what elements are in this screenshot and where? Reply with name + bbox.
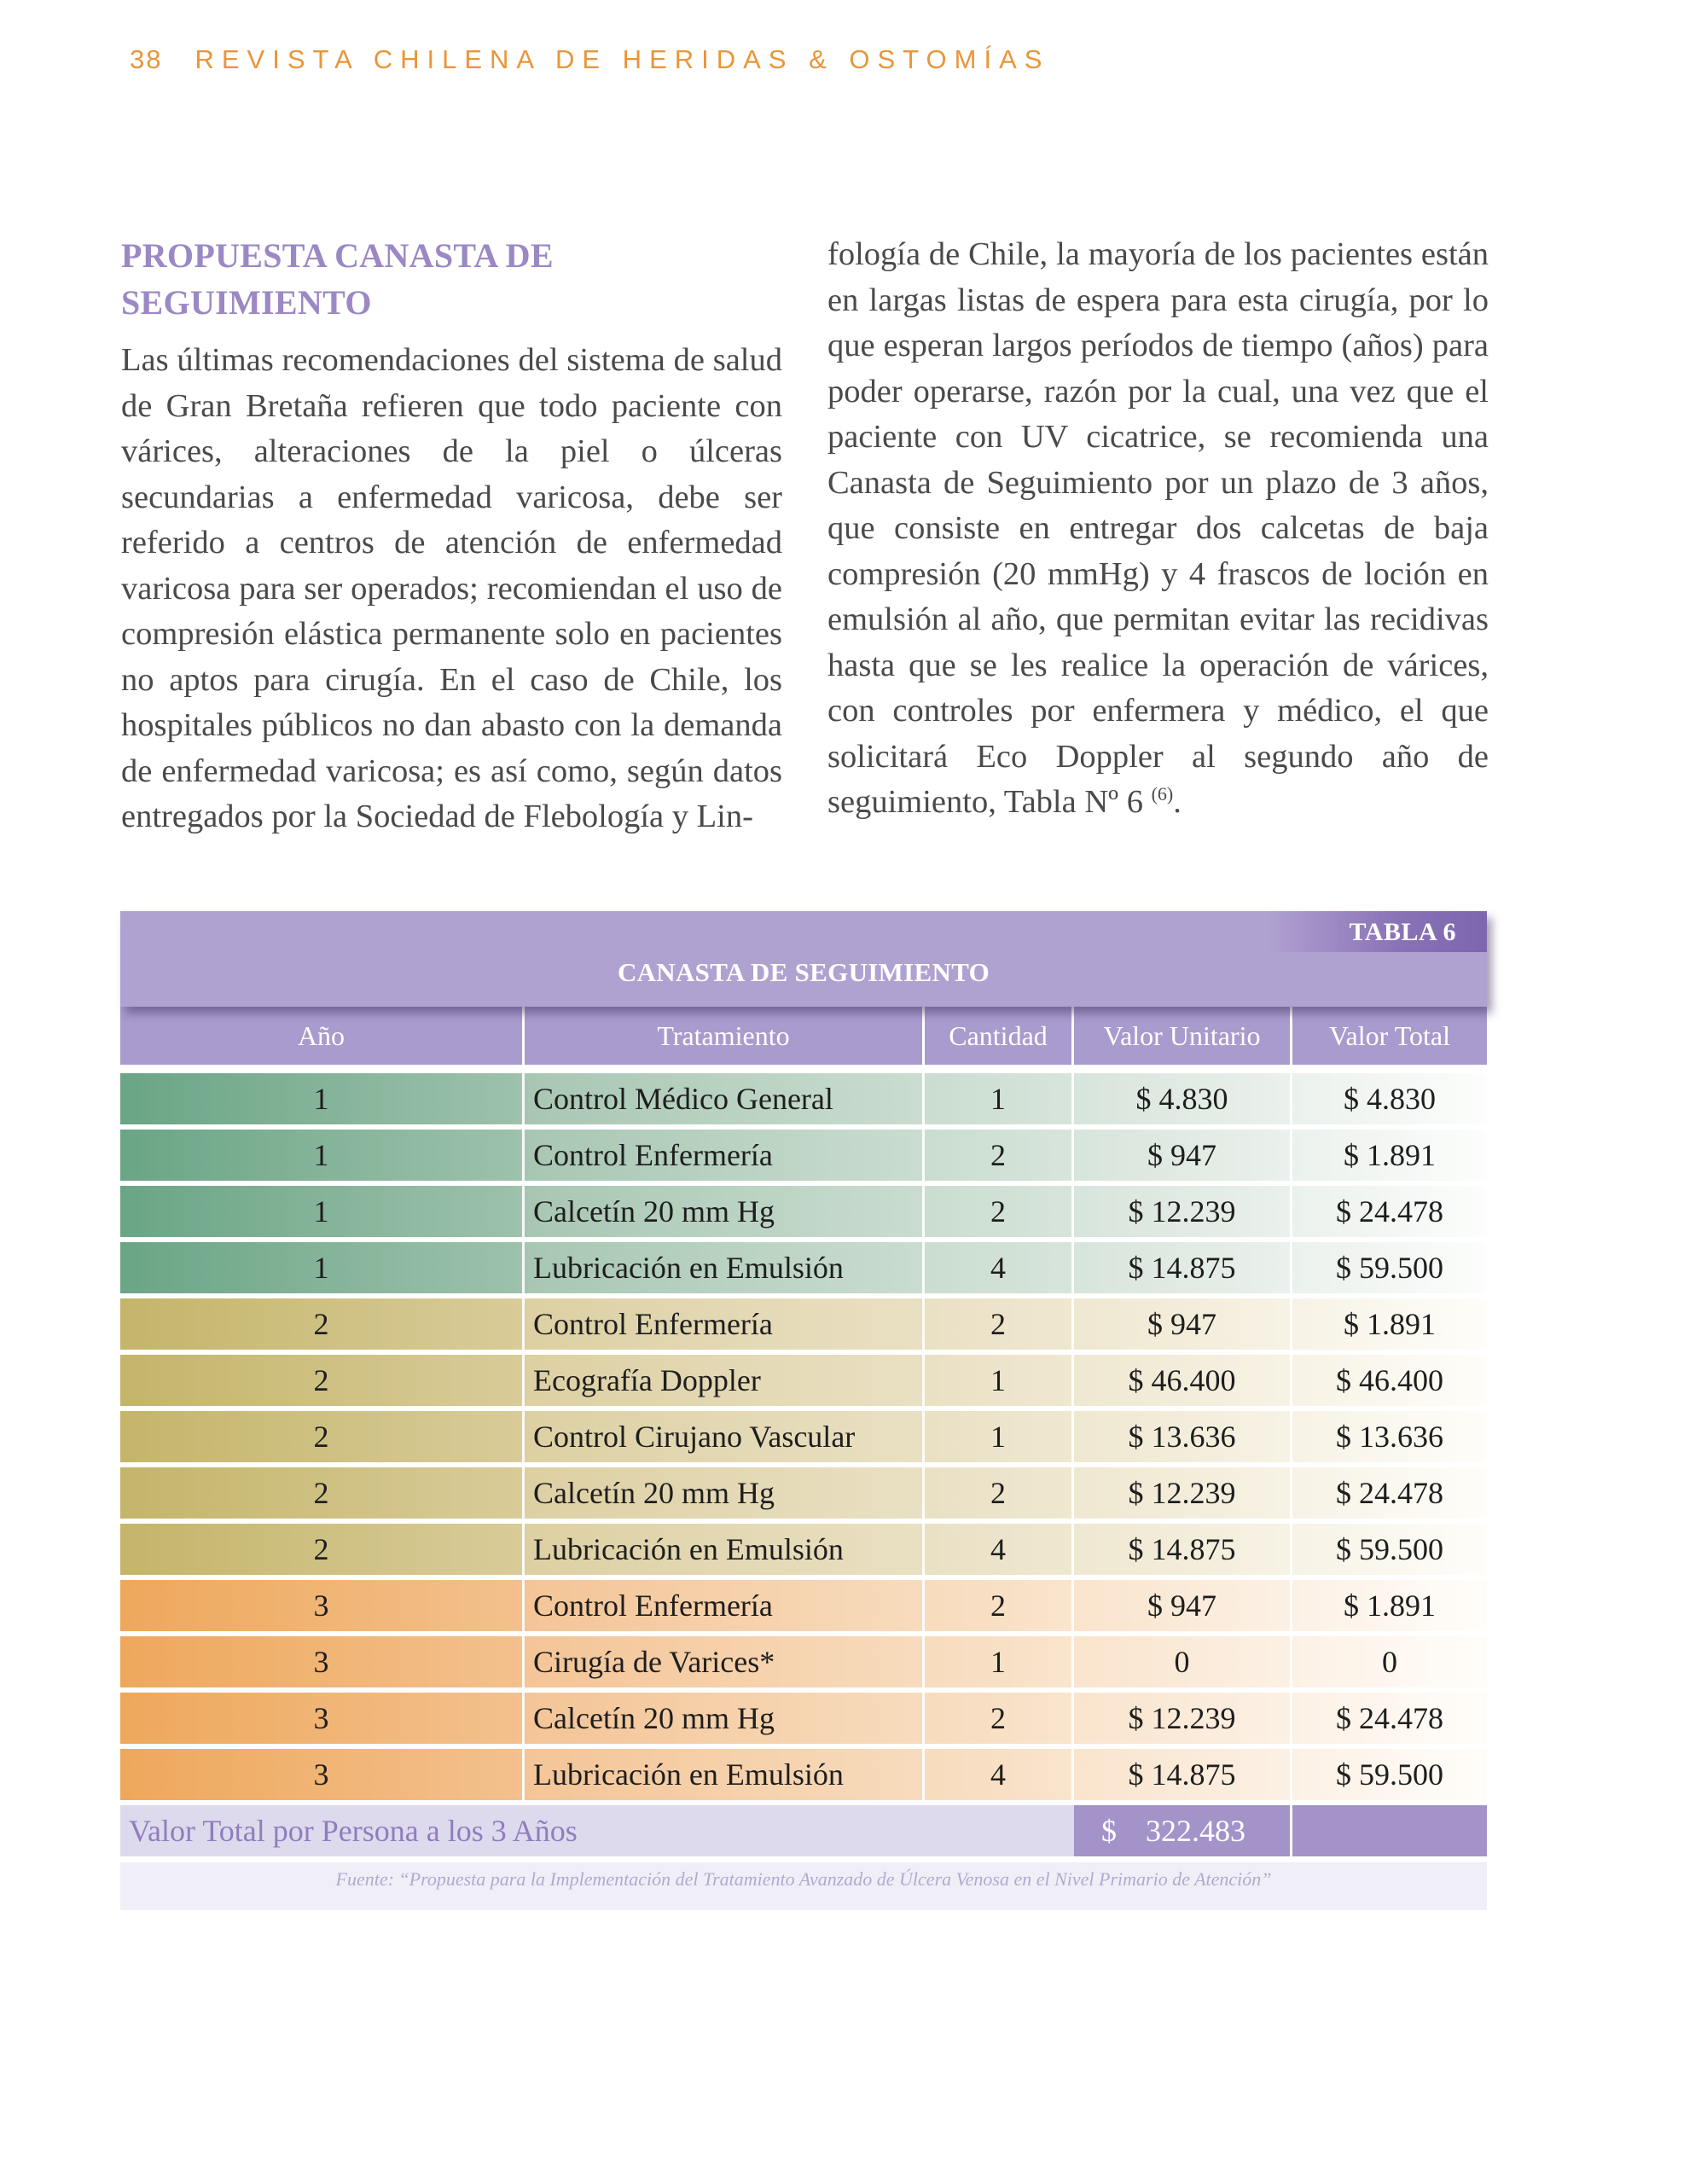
cell-treatment: Cirugía de Varices* [525, 1636, 925, 1687]
right-column [827, 232, 1489, 826]
canasta-table [120, 911, 1487, 1910]
cell-quantity: 1 [925, 1073, 1074, 1124]
table-row [120, 1242, 1487, 1293]
column-header-quantity: Cantidad [925, 1007, 1074, 1065]
cell-quantity: 1 [925, 1411, 1074, 1462]
cell-year: 2 [120, 1355, 525, 1406]
cell-quantity: 2 [925, 1298, 1074, 1350]
cell-unit-value: 0 [1074, 1636, 1292, 1687]
cell-total-value: $ 24.478 [1336, 1701, 1443, 1735]
cell-treatment: Calcetín 20 mm Hg [525, 1467, 925, 1519]
table-row [120, 1693, 1487, 1744]
cell-treatment: Control Enfermería [525, 1580, 925, 1631]
cell-quantity: 2 [925, 1467, 1074, 1519]
table-source-note: Fuente: “Propuesta para la Implementación del Tratamiento Avanzado de Úlcera Venosa en el Nivel Primario de Atención” [120, 1862, 1487, 1910]
table-row [120, 1524, 1487, 1575]
cell-total-value: $ 1.891 [1344, 1307, 1436, 1341]
cell-year: 1 [120, 1130, 525, 1181]
cell-quantity: 2 [925, 1580, 1074, 1631]
table-header-row [120, 1007, 1487, 1065]
cell-treatment: Calcetín 20 mm Hg [525, 1186, 925, 1237]
cell-total-value: $ 4.830 [1344, 1082, 1436, 1116]
cell-unit-value: $ 12.239 [1074, 1186, 1292, 1237]
cell-total-value: $ 59.500 [1336, 1532, 1443, 1566]
table-row [120, 1298, 1487, 1350]
cell-treatment: Ecografía Doppler [525, 1355, 925, 1406]
table-row [120, 1580, 1487, 1631]
cell-treatment: Calcetín 20 mm Hg [525, 1693, 925, 1744]
total-value [1074, 1805, 1292, 1856]
cell-year: 2 [120, 1524, 525, 1575]
journal-title: REVISTA CHILENA DE HERIDAS & OSTOMÍAS [195, 44, 1050, 74]
cell-year: 1 [120, 1073, 525, 1124]
cell-unit-value: $ 12.239 [1074, 1693, 1292, 1744]
table-body [120, 1073, 1487, 1800]
cell-year: 2 [120, 1298, 525, 1350]
total-currency: $ [1101, 1814, 1117, 1848]
column-header-year: Año [120, 1007, 525, 1065]
cell-treatment: Control Médico General [525, 1073, 925, 1124]
table-row [120, 1636, 1487, 1687]
cell-treatment: Control Enfermería [525, 1130, 925, 1181]
page-number: 38 [130, 44, 163, 74]
cell-year: 3 [120, 1636, 525, 1687]
cell-quantity: 4 [925, 1242, 1074, 1293]
table-caption: CANASTA DE SEGUIMIENTO [617, 957, 990, 987]
cell-unit-value: $ 947 [1074, 1130, 1292, 1181]
table-title-bar [120, 911, 1487, 1007]
cell-unit-value: $ 13.636 [1074, 1411, 1292, 1462]
right-paragraph-text: fología de Chile, la mayoría de los pacientes están en largas listas de espera para esta cirugía, por lo que esperan largos períodos de tiempo (años) para poder operarse, razón por la cual, una vez que el paciente con UV cicatrice, se recomienda una Canasta de Seguimiento por un plazo de 3 años, que consiste en entregar dos calcetas de baja compresión (20 mmHg) y 4 frascos de loción en emulsión al año, que permitan evitar las recidivas hasta que se les realice la operación de várices, con controles por enfermera y médico, el que solicitará Eco Doppler al segundo año de seguimiento, Tabla Nº 6 [827, 236, 1489, 820]
table-row [120, 1186, 1487, 1237]
cell-total-value: $ 1.891 [1344, 1589, 1436, 1623]
left-paragraph: Las últimas recomendaciones del sistema de salud de Gran Bretaña refieren que todo paciente con várices, alteraciones de la piel o úlceras secundarias a enfermedad varicosa, debe ser referido a centros de atención de enfermedad varicosa para ser operados; recomiendan el uso de compresión elástica permanente solo en pacientes no aptos para cirugía. En el caso de Chile, los hospitales públicos no dan abasto con la demanda de enfermedad varicosa; es así como, según datos entregados por la Sociedad de Flebología y Lin- [121, 342, 782, 834]
cell-total-value: $ 59.500 [1336, 1757, 1443, 1792]
cell-treatment: Lubricación en Emulsión [525, 1242, 925, 1293]
cell-quantity: 4 [925, 1749, 1074, 1800]
cell-total-value: $ 13.636 [1336, 1420, 1443, 1454]
total-label: Valor Total por Persona a los 3 Años [120, 1805, 1074, 1856]
cell-year: 3 [120, 1749, 525, 1800]
cell-unit-value: $ 14.875 [1074, 1749, 1292, 1800]
table-row [120, 1130, 1487, 1181]
cell-treatment: Control Enfermería [525, 1298, 925, 1350]
table-row [120, 1749, 1487, 1800]
table-row [120, 1355, 1487, 1406]
total-empty-cell [1292, 1805, 1487, 1856]
cell-unit-value: $ 14.875 [1074, 1242, 1292, 1293]
cell-treatment: Lubricación en Emulsión [525, 1749, 925, 1800]
column-header-unit-value: Valor Unitario [1074, 1007, 1292, 1065]
cell-total-value: $ 24.478 [1336, 1476, 1443, 1510]
cell-year: 1 [120, 1242, 525, 1293]
total-row [120, 1805, 1487, 1856]
cell-total-value: $ 59.500 [1336, 1251, 1443, 1285]
cell-year: 1 [120, 1186, 525, 1237]
cell-quantity: 2 [925, 1130, 1074, 1181]
cell-unit-value: $ 4.830 [1074, 1073, 1292, 1124]
cell-total-value: $ 24.478 [1336, 1194, 1443, 1228]
cell-quantity: 1 [925, 1636, 1074, 1687]
cell-quantity: 2 [925, 1186, 1074, 1237]
running-head [130, 44, 1049, 75]
cell-total-value: $ 1.891 [1344, 1138, 1436, 1172]
cell-quantity: 4 [925, 1524, 1074, 1575]
table-row [120, 1411, 1487, 1462]
cell-year: 2 [120, 1467, 525, 1519]
table-number-badge: TABLA 6 [1265, 911, 1487, 952]
cell-total-value: $ 46.400 [1336, 1363, 1443, 1397]
column-header-total-value: Valor Total [1328, 1019, 1451, 1051]
cell-unit-value: $ 14.875 [1074, 1524, 1292, 1575]
section-heading: PROPUESTA CANASTA DE SEGUIMIENTO [121, 236, 554, 322]
cell-year: 3 [120, 1693, 525, 1744]
cell-year: 2 [120, 1411, 525, 1462]
cell-unit-value: $ 947 [1074, 1580, 1292, 1631]
cell-treatment: Lubricación en Emulsión [525, 1524, 925, 1575]
table-row [120, 1467, 1487, 1519]
citation-ref: (6) [1151, 783, 1174, 804]
table-row [120, 1073, 1487, 1124]
total-amount: 322.483 [1146, 1814, 1245, 1848]
cell-total-value: 0 [1382, 1645, 1397, 1679]
cell-unit-value: $ 947 [1074, 1298, 1292, 1350]
left-column [121, 232, 782, 840]
column-header-treatment: Tratamiento [525, 1007, 925, 1065]
cell-unit-value: $ 46.400 [1074, 1355, 1292, 1406]
right-paragraph-end: . [1173, 784, 1182, 820]
cell-treatment: Control Cirujano Vascular [525, 1411, 925, 1462]
cell-year: 3 [120, 1580, 525, 1631]
right-paragraph [827, 232, 1489, 826]
cell-quantity: 2 [925, 1693, 1074, 1744]
cell-unit-value: $ 12.239 [1074, 1467, 1292, 1519]
cell-quantity: 1 [925, 1355, 1074, 1406]
